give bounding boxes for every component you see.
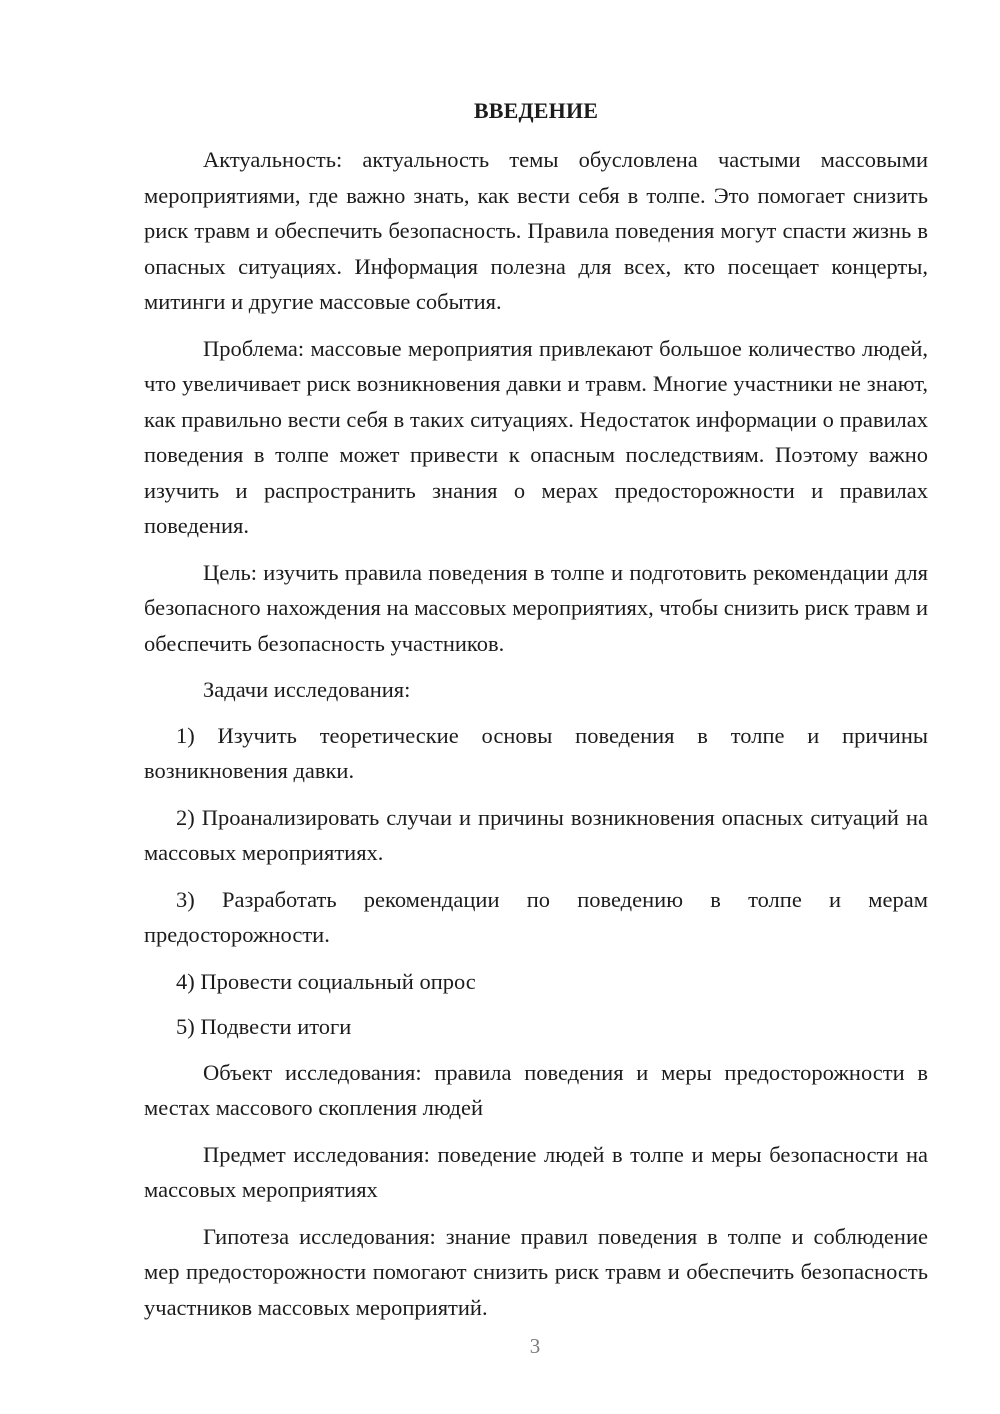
tasks-heading: Задачи исследования: [203, 677, 411, 702]
problem-paragraph: Проблема: массовые мероприятия привлекают большое количество людей, что увеличивает риск возникновения давки и травм. Многие участники не знают, как правильно вести себя в таких ситуациях. Недостаток информации о правилах поведения в толпе может привести к опасным последствиям. Поэтому важно изучить и распространить знания о мерах предосторожности и правилах поведения. [144, 335, 928, 538]
page-content [144, 94, 928, 1336]
task-item-5: 5) Подвести итоги [176, 1014, 352, 1039]
task-item-1: 1) Изучить теоретические основы поведения в толпе и причины возникновения давки. [144, 722, 928, 783]
object-paragraph: Объект исследования: правила поведения и меры предосторожности в местах массового скопления людей [144, 1059, 928, 1120]
task-item-3: 3) Разработать рекомендации по поведению в толпе и мерам предосторожности. [144, 886, 928, 947]
hypothesis-paragraph: Гипотеза исследования: знание правил поведения в толпе и соблюдение мер предосторожности помогают снизить риск травм и обеспечить безопасность участников массовых мероприятий. [144, 1223, 928, 1320]
page-number: 3 [529, 1334, 541, 1358]
relevance-paragraph: Актуальность: актуальность темы обусловлена частыми массовыми мероприятиями, где важно знать, как вести себя в толпе. Это помогает снизить риск травм и обеспечить безопасность. Правила поведения могут спасти жизнь в опасных ситуациях. Информация полезна для всех, кто посещает концерты, митинги и другие массовые события. [144, 147, 928, 314]
task-item-4: 4) Провести социальный опрос [176, 968, 476, 994]
subject-paragraph: Предмет исследования: поведение людей в толпе и меры безопасности на массовых мероприятиях [144, 1141, 928, 1202]
goal-paragraph: Цель: изучить правила поведения в толпе и подготовить рекомендации для безопасного нахождения на массовых мероприятиях, чтобы снизить риск травм и обеспечить безопасность участников. [144, 559, 928, 656]
task-item-2: 2) Проанализировать случаи и причины возникновения опасных ситуаций на массовых мероприятиях. [144, 804, 928, 865]
page-title: ВВЕДЕНИЕ [473, 98, 599, 123]
